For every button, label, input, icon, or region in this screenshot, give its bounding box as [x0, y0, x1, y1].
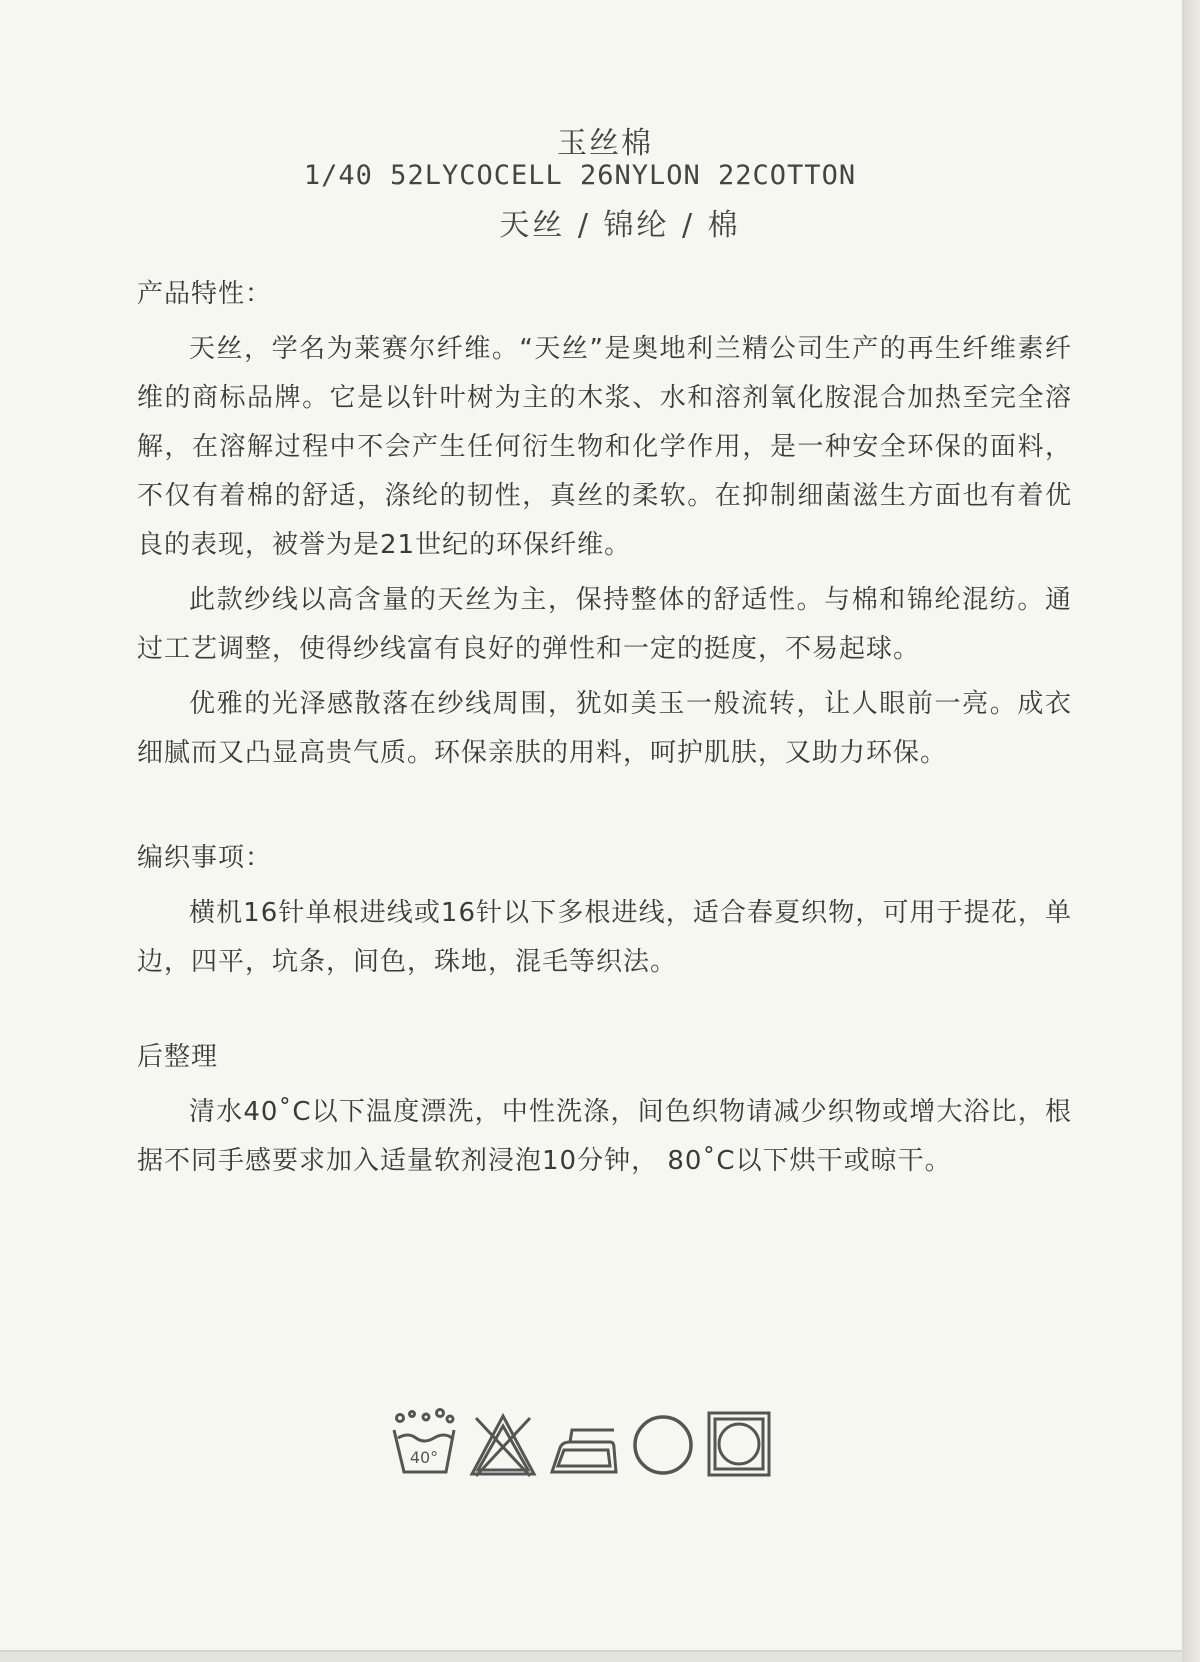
document-body [137, 270, 1072, 1186]
spacer [137, 987, 1072, 1033]
finishing-paragraph-1: 清水40˚C以下温度漂洗，中性洗涤，间色织物请减少织物或增大浴比，根据不同手感要求加入适量软剂浸泡10分钟， 80˚C以下烘干或晾干。 [137, 1097, 1072, 1176]
knitting-paragraph-1: 横机16针单根进线或16针以下多根进线，适合春夏织物，可用于提花，单边，四平，坑条，间色，珠地，混毛等织法。 [137, 898, 1072, 977]
do-not-bleach-icon [468, 1412, 538, 1478]
wash-40-icon [390, 1408, 458, 1478]
paper-edge [1182, 0, 1200, 1662]
wash-temp-label: 40° [409, 1448, 439, 1467]
page-title: 玉丝棉 [557, 126, 653, 161]
section-title-knitting: 编织事项： [137, 843, 273, 873]
section-features [137, 270, 1072, 778]
spacer [137, 778, 1072, 834]
fiber-composition: 1/40 52LYCOCELL 26NYLON 22COTTON [303, 160, 857, 191]
iron-icon [548, 1422, 620, 1478]
section-finishing [137, 1033, 1072, 1186]
fiber-components: 天丝 / 锦纶 / 棉 [499, 208, 741, 243]
features-paragraph-3: 优雅的光泽感散落在纱线周围，犹如美玉一般流转，让人眼前一亮。成衣细腻而又凸显高贵气质。环保亲肤的用料，呵护肌肤，又助力环保。 [137, 689, 1072, 768]
dry-clean-icon [630, 1412, 696, 1478]
section-title-finishing: 后整理 [137, 1042, 219, 1072]
features-paragraph-2: 此款纱线以高含量的天丝为主，保持整体的舒适性。与棉和锦纶混纺。通过工艺调整，使得纱线富有良好的弹性和一定的挺度，不易起球。 [137, 585, 1072, 664]
care-symbols [390, 1408, 772, 1478]
section-knitting [137, 834, 1072, 987]
features-paragraph-1: 天丝，学名为莱赛尔纤维。“天丝”是奥地利兰精公司生产的再生纤维素纤维的商标品牌。它是以针叶树为主的木浆、水和溶剂氧化胺混合加热至完全溶解，在溶解过程中不会产生任何衍生物和化学作用，是一种安全环保的面料，不仅有着棉的舒适，涤纶的韧性，真丝的柔软。在抑制细菌滋生方面也有着优良的表现，被誉为是21世纪的环保纤维。 [137, 334, 1072, 560]
section-title-features: 产品特性： [137, 279, 273, 309]
tumble-dry-icon [706, 1410, 772, 1478]
